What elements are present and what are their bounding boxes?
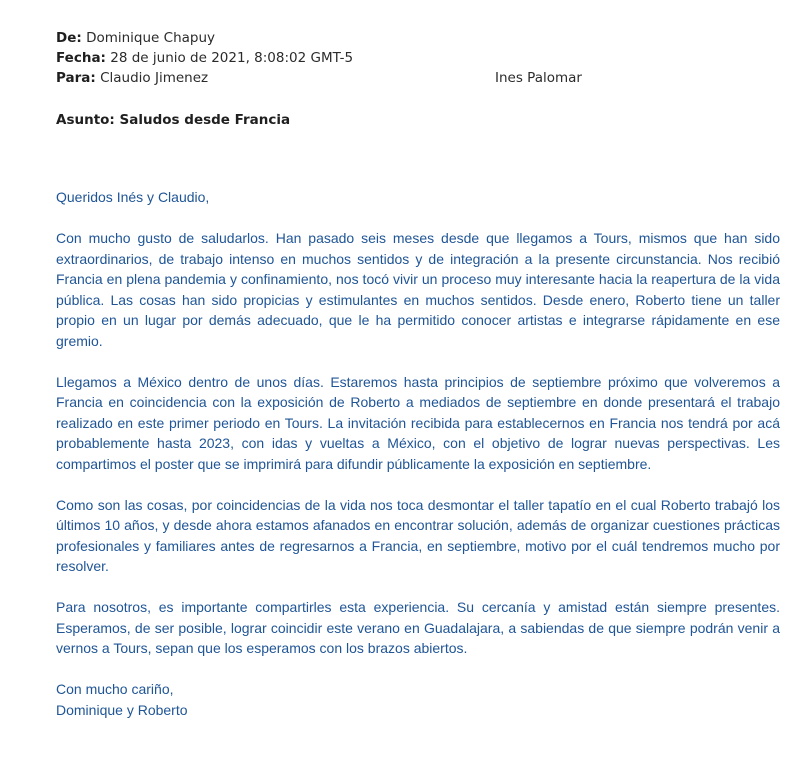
date-row <box>56 48 353 68</box>
to-row <box>56 68 353 88</box>
date-value: 28 de junio de 2021, 8:08:02 GMT-5 <box>110 50 354 66</box>
letter-paragraph: Llegamos a México dentro de unos días. Estaremos hasta principios de septiembre próximo que volveremos a Francia en coincidencia con la exposición de Roberto a mediados de septiembre en donde presentará el trabajo realizado en este primer periodo en Tours. La invitación recibida para establecernos en Francia nos tendrá por acá probablemente hasta 2023, con idas y vueltas a México, con el objetivo de lograr nuevas perspectivas. Les compartimos el poster que se imprimirá para difundir públicamente la exposición en septiembre. <box>56 373 780 472</box>
letter-body <box>56 187 780 720</box>
letter-paragraph: Para nosotros, es importante compartirles esta experiencia. Su cercanía y amistad están siempre presentes. Esperamos, de ser posible, lograr coincidir este verano en Guadalajara, a sabiendas de que siempre podrán venir a vernos a Tours, sepan que los esperamos con los brazos abiertos. <box>56 599 780 656</box>
letter-greeting: Queridos Inés y Claudio, <box>56 189 210 205</box>
letter-paragraph: Como son las cosas, por coincidencias de la vida nos toca desmontar el taller tapatío en el cual Roberto trabajó los últimos 10 años, y desde ahora estamos afanados en encontrar solución, además de organizar cuestiones prácticas profesionales y familiares antes de regresarnos a Francia, en septiembre, motivo por el cuál tendremos mucho por resolver. <box>56 496 780 574</box>
to-value: Claudio Jimenez <box>100 70 209 86</box>
letter-paragraph: Con mucho gusto de saludarlos. Han pasado seis meses desde que llegamos a Tours, mismos que han sido extraordinarios, de trabajo intenso en muchos sentidos y de integración a la presente circunstancia. Nos recibió Francia en plena pandemia y confinamiento, nos tocó vivir un proceso muy interesante hacia la reapertura de la vida pública. Las cosas han sido propicias y estimulantes en muchos sentidos. Desde enero, Roberto tiene un taller propio en un lugar por demás adecuado, que le ha permitido conocer artistas e integrarse rápidamente en ese gremio. <box>56 230 780 349</box>
email-subject: Asunto: Saludos desde Francia <box>56 112 291 128</box>
to-label: Para: <box>56 70 96 86</box>
email-header <box>56 28 353 88</box>
letter-signature: Dominique y Roberto <box>56 701 188 718</box>
from-row <box>56 28 353 48</box>
date-label: Fecha: <box>56 50 106 66</box>
letter-closing: Con mucho cariño, <box>56 681 174 697</box>
from-label: De: <box>56 30 82 46</box>
to-value-second-recipient: Ines Palomar <box>495 70 582 86</box>
from-value: Dominique Chapuy <box>86 30 216 46</box>
